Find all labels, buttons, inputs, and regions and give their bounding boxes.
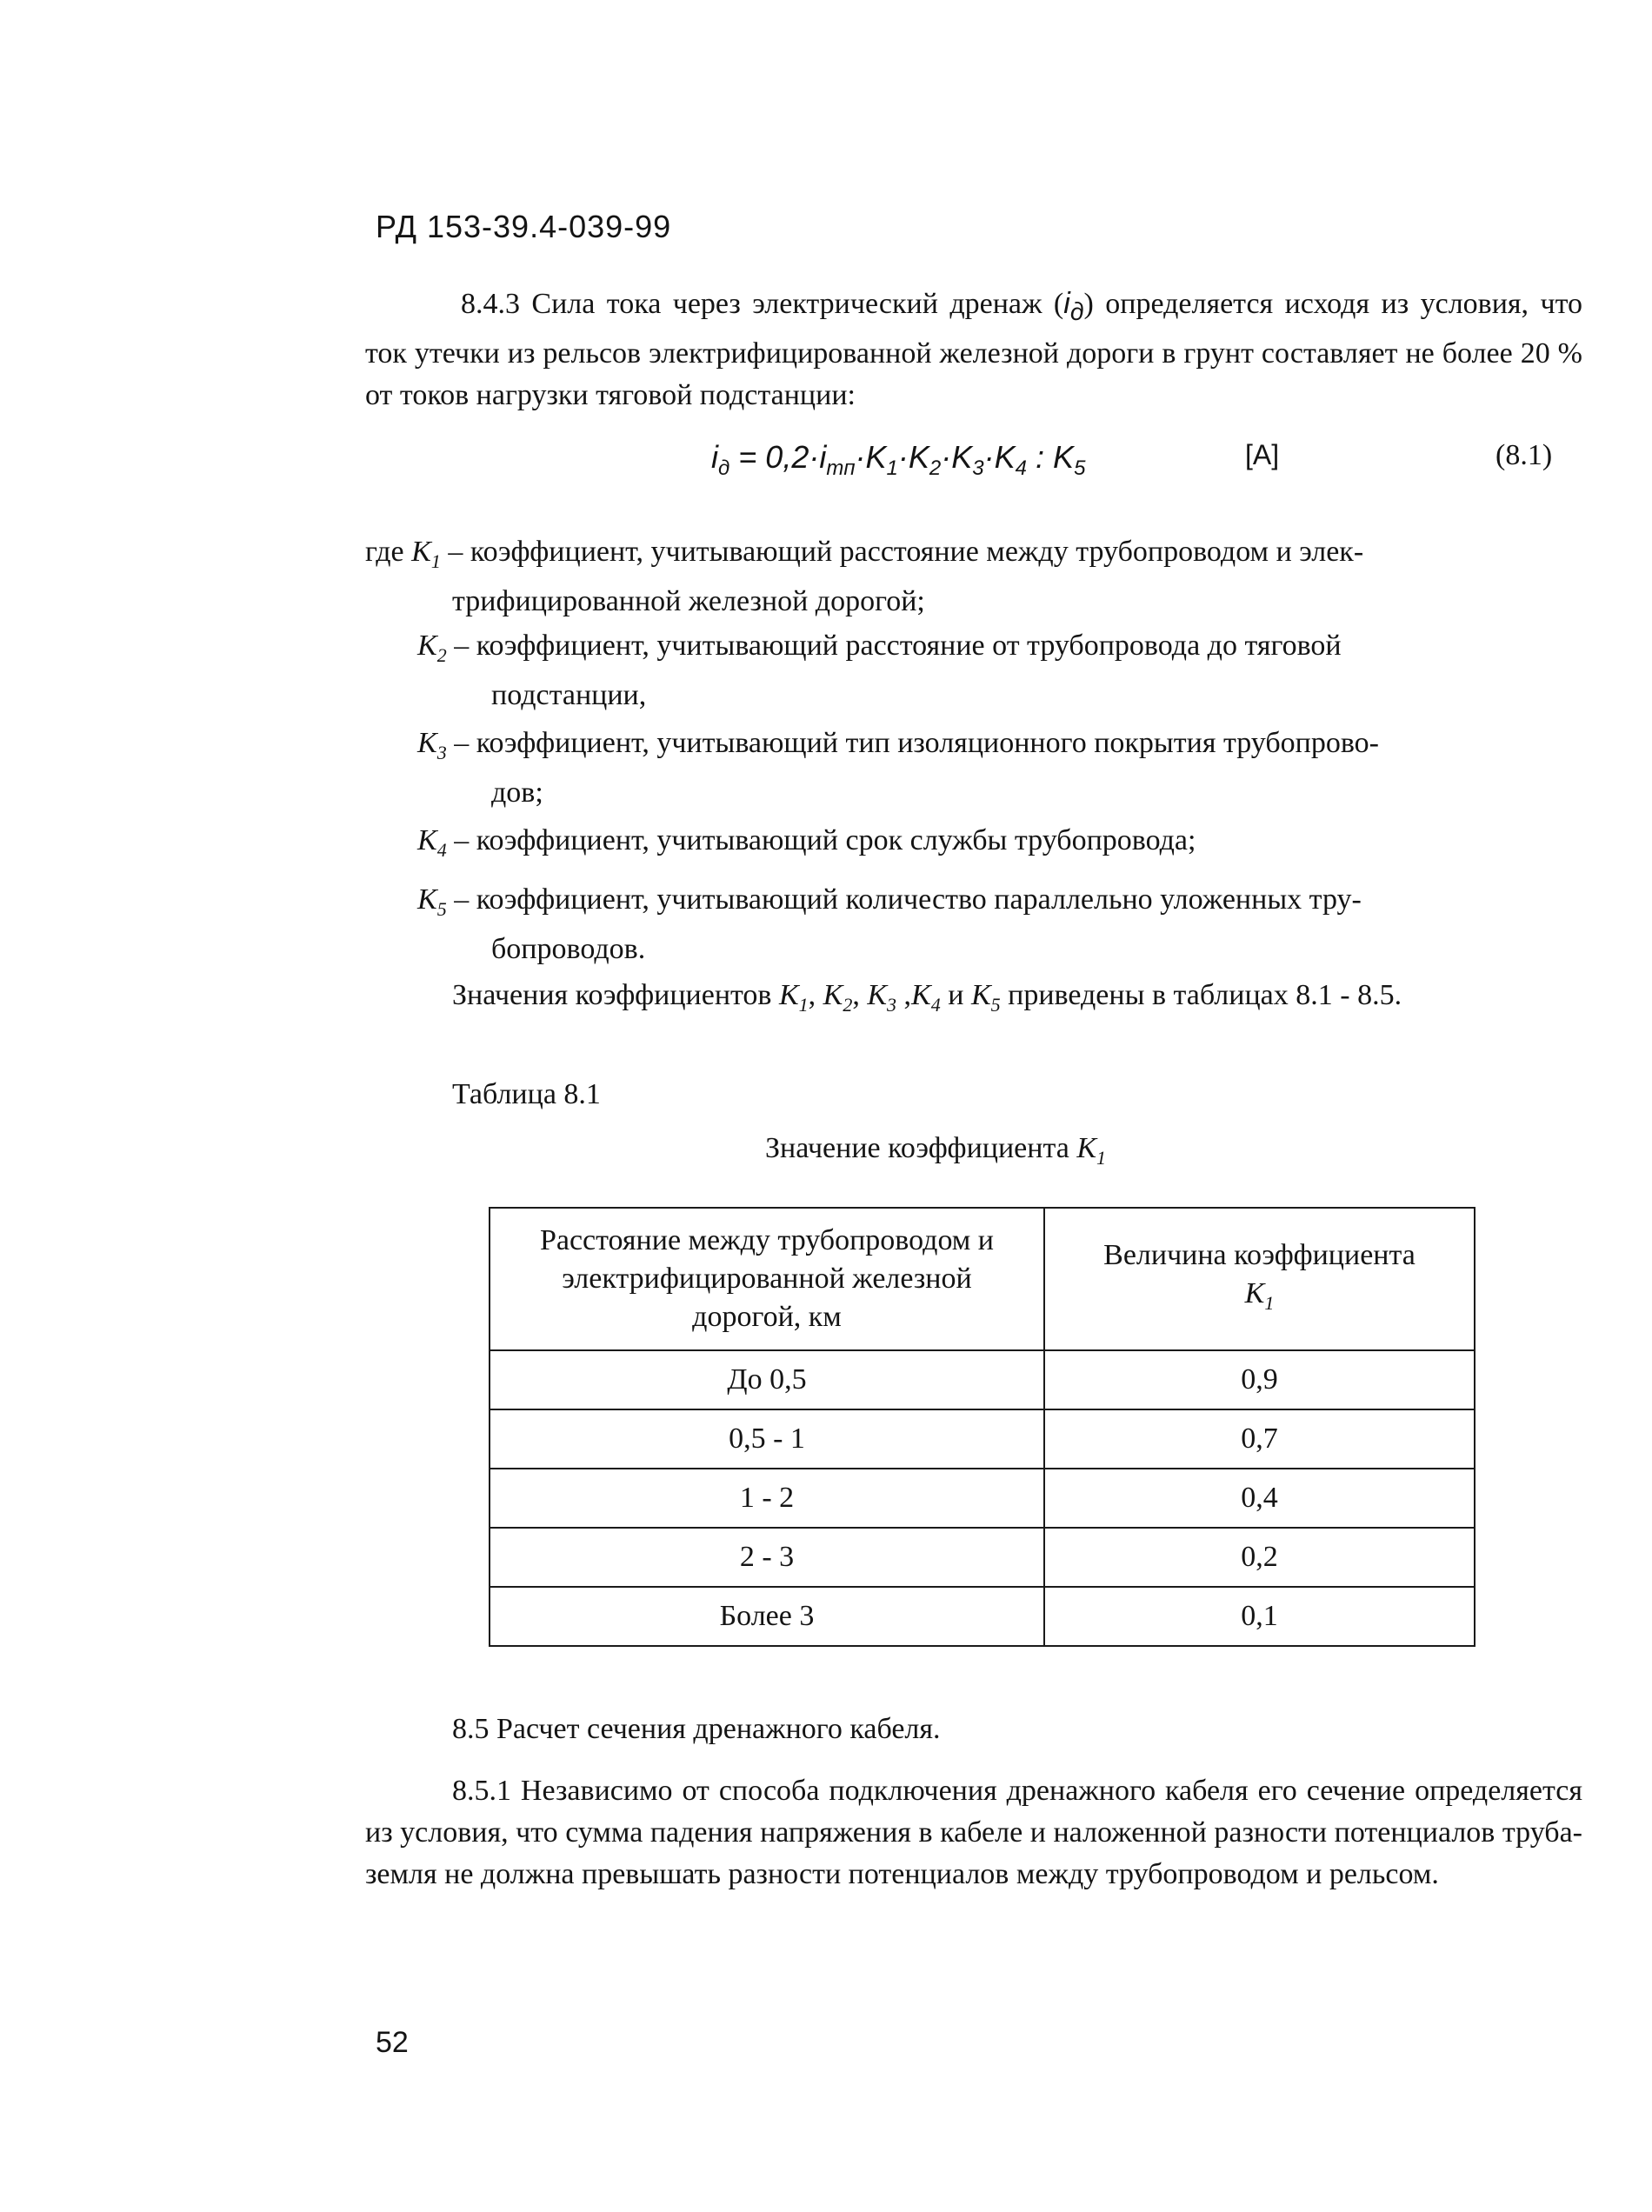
table-row <box>490 1350 1475 1409</box>
definition-k4: $K_4$ – коэффициент, учитывающий срок службы трубопровода; <box>417 824 1196 861</box>
coefficients-reference: Значения коэффициентов $K_1$, $K_2$, $K_3$ $,K_4$ и $K_5$ приведены в таблицах 8.1 - 8.5. <box>452 979 1402 1016</box>
definition-k2: $K_2$ – коэффициент, учитывающий расстояние от трубопровода до тяговой подстанции, <box>417 630 1342 711</box>
definition-k1: где $K_1$ – коэффициент, учитывающий расстояние между трубопроводом и элек- трифицированной железной дорогой; <box>365 536 1364 617</box>
distance-cell: 1 - 2 <box>490 1469 1044 1528</box>
ref-k4: $K_4$ <box>911 979 941 1016</box>
k3-symbol: $K_3$ <box>417 727 447 763</box>
distance-cell: До 0,5 <box>490 1350 1044 1409</box>
value-cell: 0,9 <box>1044 1350 1475 1409</box>
formula-unit: [А] <box>1245 439 1280 470</box>
value-cell: 0,1 <box>1044 1587 1475 1646</box>
distance-cell: Более 3 <box>490 1587 1044 1646</box>
table-row <box>490 1587 1475 1646</box>
section-8-5-title: 8.5 Расчет сечения дренажного кабеля. <box>452 1713 941 1745</box>
table-row <box>490 1528 1475 1587</box>
paragraph-8-4-3 <box>365 283 1582 416</box>
definition-k3: $K_3$ – коэффициент, учитывающий тип изоляционного покрытия трубопрово- дов; <box>417 727 1379 809</box>
table-header-row <box>490 1208 1475 1350</box>
k2-symbol: $K_2$ <box>417 630 447 666</box>
page-number: 52 <box>376 2026 409 2059</box>
column-header-distance: Расстояние между трубопроводом и электрифицированной железной дорогой, км <box>490 1208 1044 1350</box>
distance-cell: 2 - 3 <box>490 1528 1044 1587</box>
k5-symbol: $K_5$ <box>417 883 447 920</box>
paragraph-8-4-3-text-before: 8.4.3 Сила тока через электрический дренаж ( <box>461 288 1064 320</box>
caption-k1: $K_1$ <box>1076 1132 1107 1169</box>
equation-number: (8.1) <box>1495 439 1553 471</box>
ref-k1: $K_1$ <box>778 979 809 1016</box>
value-cell: 0,2 <box>1044 1528 1475 1587</box>
table-row <box>490 1409 1475 1469</box>
value-cell: 0,7 <box>1044 1409 1475 1469</box>
k1-symbol: $K_1$ <box>411 536 441 572</box>
definition-k5: $K_5$ – коэффициент, учитывающий количество параллельно уложенных тру- бопроводов. <box>417 883 1362 965</box>
paragraph-8-5-1: 8.5.1 Независимо от способа подключения дренажного кабеля его сечение определяется из условия, что сумма падения напряжения в кабеле и наложенной разности потенциалов труба-земля не должна превышать разности потенциалов между трубопроводом и рельсом. <box>365 1775 1582 1890</box>
ref-k5: $K_5$ <box>970 979 1001 1016</box>
ref-k2: $K_2$ <box>823 979 853 1016</box>
table-caption: Значение коэффициента $K_1$ <box>765 1132 1107 1169</box>
current-symbol: $i_д$ <box>1063 287 1084 326</box>
document-code: РД 153-39.4-039-99 <box>376 209 672 244</box>
paragraph-8-4-3-text-after: ) определяется исходя из условия, что ток утечки из рельсов электрифицированной железной дороги в грунт составляет не более 20 % от токов нагрузки тяговой подстанции: <box>365 288 1582 411</box>
k4-symbol: $K_4$ <box>417 824 447 861</box>
ref-k3: $K_3$ <box>867 979 897 1016</box>
distance-cell: 0,5 - 1 <box>490 1409 1044 1469</box>
header-k1: $K_1$ <box>1244 1276 1275 1314</box>
table-label: Таблица 8.1 <box>452 1078 601 1110</box>
column-header-coefficient: Величина коэффициента $K_1$ <box>1044 1208 1475 1350</box>
formula-8-1: $i_д = 0,2\cdot i_{тп}\cdot K_1\cdot K_2\cdot K_3\cdot K_4$ : $K_5$ <box>711 439 1086 481</box>
coefficient-table <box>489 1207 1475 1647</box>
value-cell: 0,4 <box>1044 1469 1475 1528</box>
table-row <box>490 1469 1475 1528</box>
